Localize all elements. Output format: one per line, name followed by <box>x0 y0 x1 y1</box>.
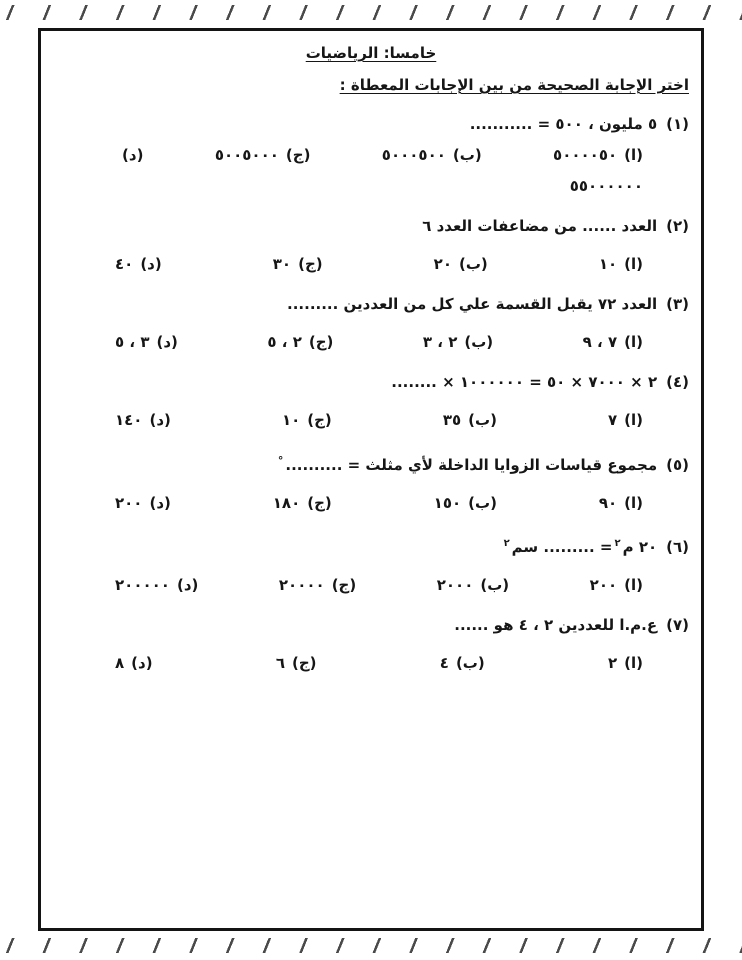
option-letter: (ا) <box>624 333 643 351</box>
option-value: ١٤٠ <box>115 411 143 429</box>
question-7 <box>53 616 689 673</box>
option-value: ٢٠٠٠ <box>436 576 474 594</box>
question-text: ع.م.ا للعددين ٢ ، ٤ هو ...... <box>454 616 658 634</box>
section-header: خامسا: الرياضيات <box>305 44 437 62</box>
degree-symbol: ° <box>277 454 284 467</box>
option-letter: (ج) <box>331 576 357 594</box>
question-number: (٥) <box>666 456 689 474</box>
question-number: (٧) <box>666 616 689 634</box>
question-number: (١) <box>666 115 689 133</box>
option-value: ١٨٠ <box>272 494 301 512</box>
option-letter: (ج) <box>307 411 332 429</box>
question-4-options <box>53 411 689 430</box>
option-letter: (د) <box>149 411 171 429</box>
question-text-part-1: ٢٠ م <box>622 538 658 556</box>
option-a <box>599 494 643 513</box>
question-3-line <box>53 295 689 314</box>
option-value: ٢٠٠٠٠٠ <box>115 576 170 594</box>
question-4-line <box>53 373 689 392</box>
option-a <box>553 146 643 165</box>
question-number: (٢) <box>666 217 689 235</box>
option-value: ٢٠ <box>433 255 452 273</box>
option-value: ٣٠ <box>272 255 292 273</box>
option-letter: (ب) <box>468 494 497 512</box>
option-letter: (ج) <box>292 654 317 672</box>
torn-paper-edge-top <box>0 5 742 20</box>
option-value: ٩٠ <box>598 494 618 512</box>
page-frame <box>38 28 704 931</box>
option-c <box>282 411 332 430</box>
question-text: مجموع قياسات الزوايا الداخلة لأي مثلث = .......... <box>285 456 658 474</box>
option-b <box>437 576 509 595</box>
option-letter: (د) <box>122 146 144 164</box>
option-d <box>115 576 198 595</box>
option-b <box>443 411 497 430</box>
option-c <box>276 654 317 673</box>
squared-exponent: ٢ <box>614 538 621 549</box>
question-number: (٣) <box>666 295 689 313</box>
option-a <box>590 576 643 595</box>
option-letter: (د) <box>156 333 178 351</box>
question-1-line <box>53 115 689 134</box>
torn-paper-edge-bottom <box>0 938 742 953</box>
question-5 <box>53 451 689 513</box>
option-letter: (ا) <box>624 146 643 164</box>
option-letter: (ا) <box>624 255 643 273</box>
question-number: (٦) <box>666 538 689 556</box>
option-value: ٢٠٠ <box>589 576 618 594</box>
option-letter: (ا) <box>624 494 643 512</box>
option-letter: (ب) <box>455 654 485 672</box>
question-3-options <box>53 333 689 352</box>
option-c <box>273 255 323 274</box>
option-b <box>434 494 497 513</box>
option-letter: (ج) <box>285 146 311 164</box>
option-letter: (د) <box>149 494 171 512</box>
question-6 <box>53 534 689 595</box>
option-letter: (ا) <box>624 654 643 672</box>
question-5-line <box>53 451 689 475</box>
option-d <box>115 411 171 430</box>
question-2 <box>53 217 689 274</box>
instruction-text: اختر الإجابة الصحيحة من بين الإجابات المعطاة : <box>339 76 689 94</box>
option-value: ٥٠٠٠٠٥٠ <box>553 146 618 164</box>
option-value: ٥٠٠٠٥٠٠ <box>381 146 446 164</box>
option-letter: (ب) <box>458 255 488 273</box>
option-a <box>608 411 643 430</box>
option-letter: (ب) <box>480 576 510 594</box>
option-letter: (ج) <box>298 255 323 273</box>
option-a <box>608 654 643 673</box>
option-letter: (ب) <box>468 411 497 429</box>
question-7-options <box>53 654 689 673</box>
option-a <box>583 333 643 352</box>
option-letter: (ب) <box>452 146 482 164</box>
option-value: ٣٥ <box>442 411 462 429</box>
question-6-line <box>53 534 689 557</box>
question-5-options <box>53 494 689 513</box>
option-value: ٥٠٠٥٠٠٠ <box>214 146 279 164</box>
question-text-part-2: = ......... سم <box>511 538 613 556</box>
question-text: العدد ٧٢ يقبل القسمة علي كل من العددين ......... <box>287 295 658 313</box>
question-3 <box>53 295 689 352</box>
option-d <box>115 333 178 352</box>
option-d <box>115 255 162 274</box>
option-value: ١٠ <box>598 255 618 273</box>
question-text: ٢ × ٧٠٠٠ × ٥٠ = ١٠٠٠٠٠٠ × ........ <box>391 373 658 391</box>
question-1-options <box>53 146 689 165</box>
option-value: ٢ ، ٣ <box>422 333 458 351</box>
option-c <box>273 494 332 513</box>
option-value: ٤٠ <box>115 255 134 273</box>
option-d <box>115 654 153 673</box>
question-7-line <box>53 616 689 635</box>
question-6-options <box>53 576 689 595</box>
option-value: ١٥٠ <box>433 494 462 512</box>
option-value: ٧ ، ٩ <box>582 333 618 351</box>
option-a <box>599 255 643 274</box>
option-value: ٧ <box>607 411 618 429</box>
squared-exponent: ٢ <box>503 538 510 549</box>
question-2-options <box>53 255 689 274</box>
question-4 <box>53 373 689 430</box>
option-value: ٢٠٠ <box>115 494 143 512</box>
option-value: ٦ <box>275 654 285 672</box>
option-b <box>382 146 482 165</box>
option-c <box>279 576 356 595</box>
option-d <box>115 494 171 513</box>
option-value: ١٠ <box>281 411 301 429</box>
option-letter: (د) <box>176 576 199 594</box>
option-c <box>267 333 333 352</box>
question-text: العدد ...... من مضاعفات العدد ٦ <box>422 217 658 235</box>
option-c <box>215 146 311 165</box>
option-value: ٣ ، ٥ <box>115 333 150 351</box>
question-1 <box>53 115 689 196</box>
option-value: ٢٠٠٠٠ <box>278 576 325 594</box>
option-b <box>440 654 485 673</box>
question-1-option-d-wrapped-value <box>53 177 689 196</box>
option-letter: (ا) <box>624 576 643 594</box>
option-value: ٥٥٠٠٠٠٠٠ <box>569 177 643 195</box>
option-b <box>423 333 493 352</box>
option-value: ٨ <box>115 654 125 672</box>
option-b <box>434 255 488 274</box>
question-number: (٤) <box>666 373 689 391</box>
option-letter: (ب) <box>464 333 494 351</box>
option-letter: (ا) <box>624 411 643 429</box>
option-letter: (ج) <box>308 333 334 351</box>
option-value: ٢ ، ٥ <box>267 333 302 351</box>
question-text: ٥ مليون ، ٥٠٠ = ........... <box>469 115 658 133</box>
option-letter: (ج) <box>307 494 332 512</box>
option-value: ٢ <box>607 654 618 672</box>
option-letter: (د) <box>131 654 153 672</box>
option-d <box>115 146 143 165</box>
option-letter: (د) <box>140 255 162 273</box>
option-value: ٤ <box>439 654 449 672</box>
question-2-line <box>53 217 689 236</box>
